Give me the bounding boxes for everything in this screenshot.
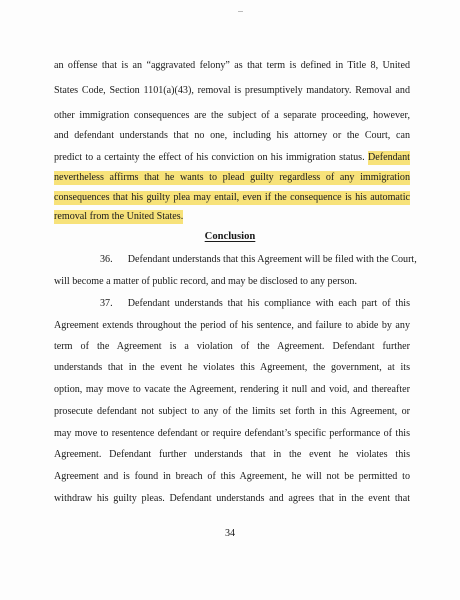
section-heading: Conclusion [204,231,256,242]
body-text-line: Agreement and is found in breach of this Agreement, he will not be permitted to [54,471,410,482]
body-text-line: understands that in the event he violates this Agreement, the government, at its [54,362,410,373]
body-text-line: other immigration consequences are the subject of a separate proceeding, however, [54,110,410,121]
body-text-line [54,153,410,163]
body-text-line: 37. Defendant understands that his compliance with each part of this [100,298,410,309]
body-text-line: States Code, Section 1101(a)(43), removal is presumptively mandatory. Removal and [54,85,410,96]
body-text-line: will become a matter of public record, and may be disclosed to any person. [54,276,357,287]
body-text-line: an offense that is an “aggravated felony” as that term is defined in Title 8, United [54,60,410,71]
body-text-line: withdraw his guilty pleas. Defendant understands and agrees that in the event that [54,493,410,504]
highlighted-text: consequences that his guilty plea may entail, even if the consequence is his automatic [54,192,410,203]
highlighted-line [54,173,410,183]
body-text-line: prosecute defendant not subject to any of the limits set forth in this Agreement, or [54,406,410,417]
highlighted-line [54,193,410,203]
body-text-segment: predict to a certainty the effect of his conviction on his immigration status. [54,152,368,163]
highlighted-text: Defendant [367,152,410,163]
highlighted-line [54,212,410,222]
body-text-line: option, may move to vacate the Agreement, rendering it null and void, and thereafter [54,384,410,395]
body-text-line: Agreement extends throughout the period of his sentence, and failure to abide by any [54,320,410,331]
highlighted-text: removal from the United States. [54,211,184,222]
page-number: 34 [224,528,236,539]
scan-speck [238,11,243,12]
body-text-line: term of the Agreement is a violation of the Agreement. Defendant further [54,341,410,352]
body-text-line: 36. Defendant understands that this Agreement will be filed with the Court, [100,254,417,265]
body-text-line: and defendant understands that no one, including his attorney or the Court, can [54,130,410,141]
highlighted-text: nevertheless affirms that he wants to plead guilty regardless of any immigration [54,172,410,183]
body-text-line: Agreement. Defendant further understands that in the event he violates this [54,449,410,460]
body-text-line: may move to resentence defendant or require defendant’s specific performance of this [54,428,410,439]
